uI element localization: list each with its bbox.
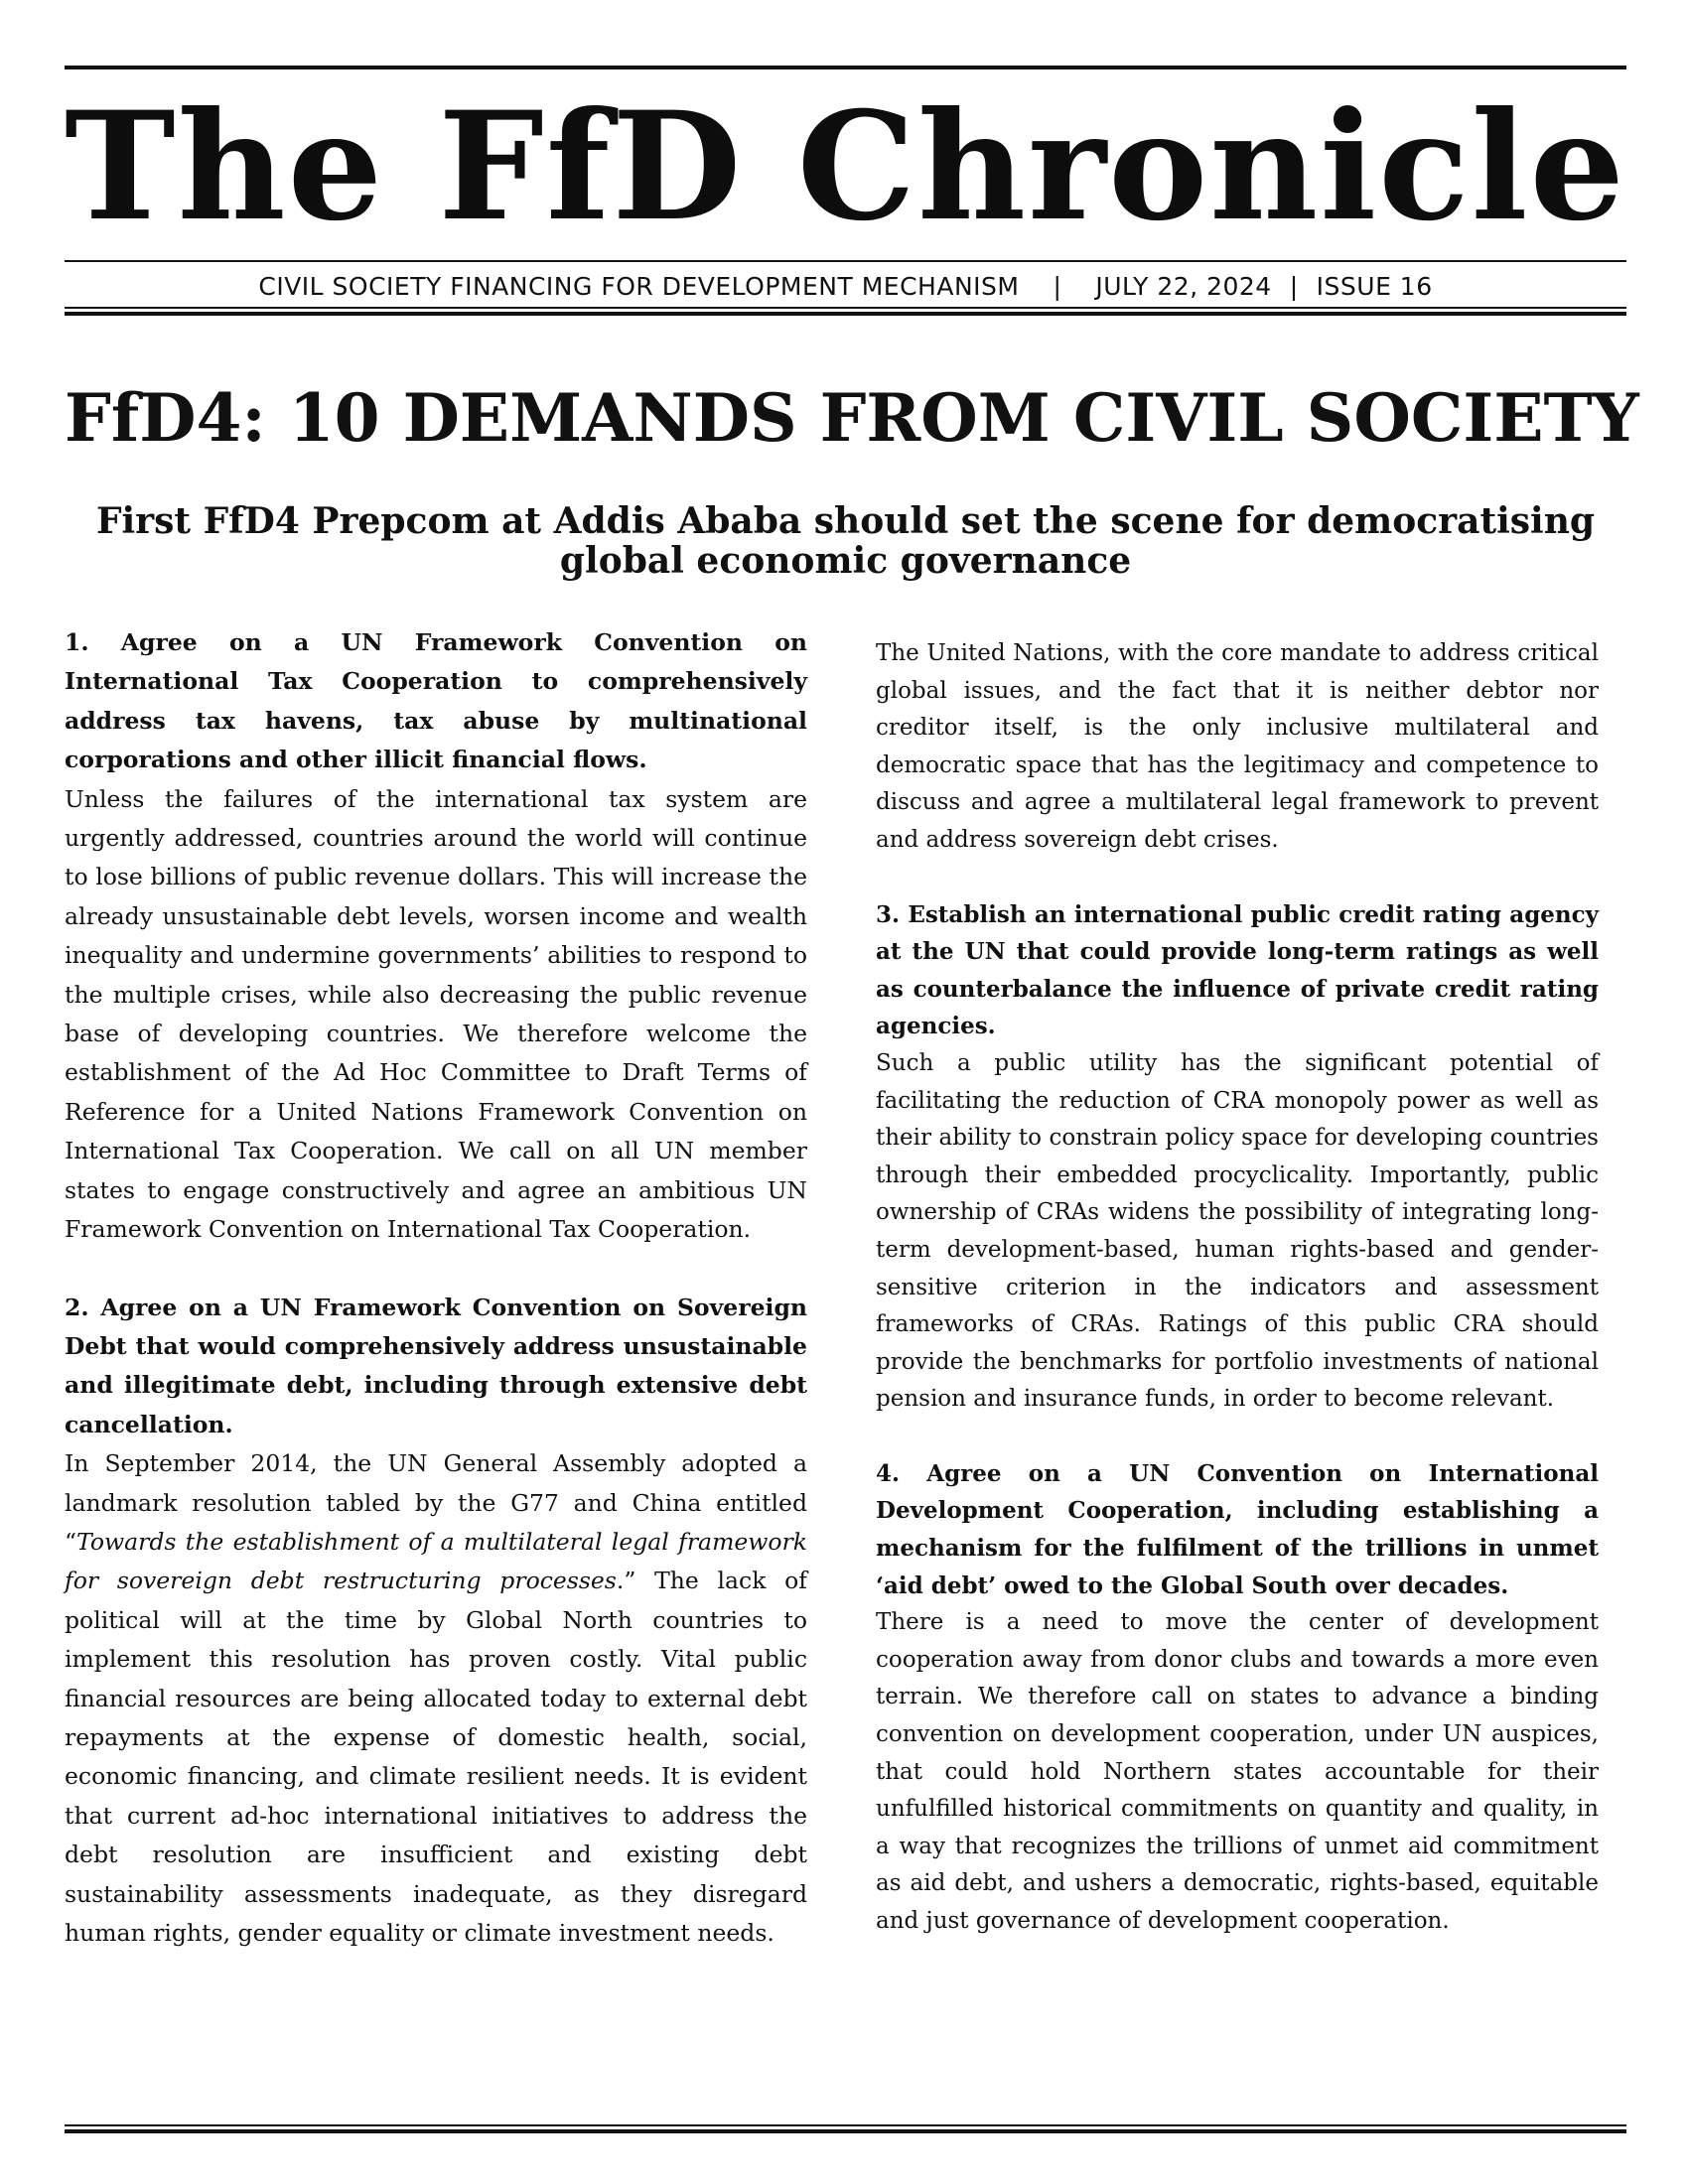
masthead-bottom-rule-thick — [65, 312, 1626, 316]
demand-2-continuation-body: The United Nations, with the core mandate to address critical global issues, and the fact that it is neither debtor nor creditor itself, is the only inclusive multilateral and democratic space that has the legitimacy and competence to discuss and agree a multilateral legal framework to prevent and address sovereign debt crises. — [876, 640, 1599, 853]
issue-date: JULY 22, 2024 — [1095, 272, 1272, 301]
masthead-info-bar — [65, 270, 1626, 304]
demand-2 — [65, 1289, 807, 1954]
demand-4-title: 4. Agree on a UN Convention on International Development Cooperation, including establishing a mechanism for the fulfilment of the trillions in unmet ‘aid debt’ owed to the Global South over decades. — [876, 1459, 1599, 1599]
demand-1 — [65, 623, 807, 1250]
right-column — [876, 635, 1599, 1978]
demand-3-body: Such a public utility has the significant potential of facilitating the reduction of CRA monopoly power as well as their ability to constrain policy space for developing countries through their embedded procyclicality. Importantly, public ownership of CRAs widens the possibility of integrating long-term development-based, human rights-based and gender-sensitive criterion in the indicators and assessment frameworks of CRAs. Ratings of this public CRA should provide the benchmarks for portfolio investments of national pension and insurance funds, in order to become relevant. — [876, 1049, 1599, 1413]
issue-number: ISSUE 16 — [1316, 272, 1433, 301]
footer-rule-thin — [65, 2124, 1626, 2126]
demand-4 — [876, 1455, 1599, 1941]
masthead-bottom-rule-thin — [65, 307, 1626, 309]
demand-2-title: 2. Agree on a UN Framework Convention on Sovereign Debt that would comprehensively address unsustainable and illegitimate debt, including through extensive debt cancellation. — [65, 1293, 807, 1438]
resolution-title: Towards the establishment of a multilateral legal framework for sovereign debt restructuring processes — [65, 1527, 807, 1595]
masthead-title: The FfD Chronicle — [65, 79, 1626, 254]
masthead-separator: | — [1053, 272, 1062, 301]
demand-3 — [876, 896, 1599, 1419]
demand-2-body-intro: In September 2014, the UN General Assembly adopted a landmark resolution tabled by the G77 and China entitled “ — [65, 1449, 807, 1556]
subheadline: First FfD4 Prepcom at Addis Ababa should set the scene for democratising global economic governance — [95, 500, 1596, 582]
demand-3-title: 3. Establish an international public credit rating agency at the UN that could provide long-term ratings as well as counterbalance the influence of private credit rating agencies. — [876, 900, 1599, 1040]
demand-2-body — [65, 1444, 807, 1953]
demand-2-body-rest: .” The lack of political will at the time by Global North countries to implement this resolution has proven costly. Vital public financial resources are being allocated today to external debt repayments at the expense of domestic health, social, economic financing, and climate resilient needs. It is evident that current ad-hoc international initiatives to address the debt resolution are insufficient and existing debt sustainability assessments inadequate, as they disregard human rights, gender equality or climate investment needs. — [65, 1567, 807, 1947]
organization-name: CIVIL SOCIETY FINANCING FOR DEVELOPMENT MECHANISM — [258, 272, 1020, 301]
left-column — [65, 623, 807, 1991]
footer-rule-thick — [65, 2129, 1626, 2133]
demand-1-body: Unless the failures of the international tax system are urgently addressed, countries around the world will continue to lose billions of public revenue dollars. This will increase the already unsustainable debt levels, worsen income and wealth inequality and undermine governments’ abilities to respond to the multiple crises, while also decreasing the public revenue base of developing countries. We therefore welcome the establishment of the Ad Hoc Committee to Draft Terms of Reference for a United Nations Framework Convention on International Tax Cooperation. We call on all UN member states to engage constructively and agree an ambitious UN Framework Convention on International Tax Cooperation. — [65, 784, 807, 1244]
demand-1-title: 1. Agree on a UN Framework Convention on International Tax Cooperation to comprehensively address tax havens, tax abuse by multinational corporations and other illicit financial flows. — [65, 628, 807, 774]
masthead-top-rule — [65, 66, 1626, 69]
demand-4-body: There is a need to move the center of development cooperation away from donor clubs and towards a more even terrain. We therefore call on states to advance a binding convention on development cooperation, under UN auspices, that could hold Northern states accountable for their unfulfilled historical commitments on quantity and quality, in a way that recognizes the trillions of unmet aid commitment as aid debt, and ushers a democratic, rights-based, equitable and just governance of development cooperation. — [876, 1609, 1599, 1934]
masthead-title-rule — [65, 260, 1626, 262]
demand-2-continuation — [876, 635, 1599, 860]
headline: FfD4: 10 DEMANDS FROM CIVIL SOCIETY — [65, 379, 1639, 457]
masthead-separator: | — [1289, 272, 1299, 301]
